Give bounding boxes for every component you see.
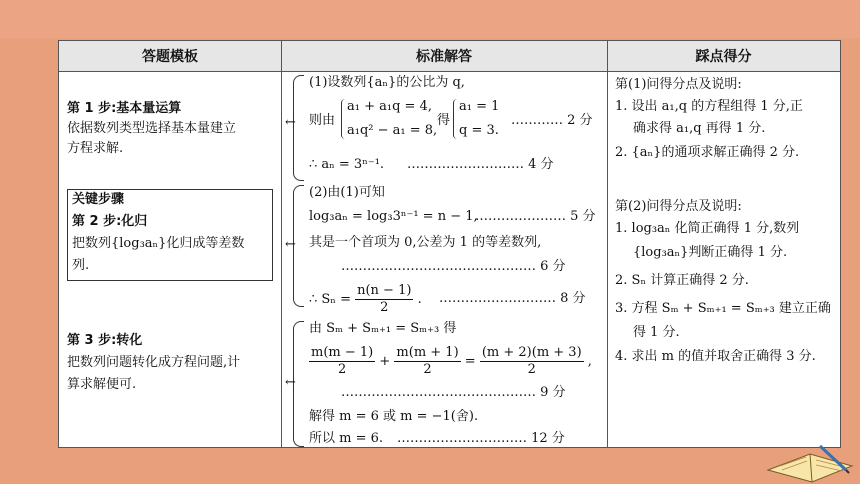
step2-desc: 列.	[72, 258, 90, 273]
fraction	[394, 345, 460, 378]
equation: a₁ + a₁q = 4,	[347, 99, 432, 114]
scoring-item: 1. log₃aₙ 化简正确得 1 分,数列	[615, 221, 800, 236]
book-pencil-decoration	[760, 440, 860, 484]
step1-title: 第 1 步:基本量运算	[67, 101, 182, 116]
slide-top-band	[0, 0, 860, 38]
column-divider	[281, 41, 282, 447]
scoring-item: 1. 设出 a₁,q 的方程组得 1 分,正	[615, 99, 803, 114]
solution-line: 得	[437, 113, 451, 128]
key-steps-title: 关键步骤	[72, 192, 125, 207]
solution-line: (1)设数列{aₙ}的公比为 q,	[309, 75, 465, 90]
scoring-item: 4. 求出 m 的值并取舍正确得 3 分.	[615, 349, 816, 364]
solution-line: ∴ aₙ = 3ⁿ⁻¹.	[309, 157, 385, 172]
solution-line: 所以 m = 6.	[309, 431, 384, 446]
scoring-item: 3. 方程 Sₘ + Sₘ₊₁ = Sₘ₊₃ 建立正确	[615, 301, 831, 316]
numerator: n(n − 1)	[357, 283, 412, 298]
scoring-item: {log₃aₙ}判断正确得 1 分.	[633, 245, 788, 260]
fraction	[480, 345, 584, 378]
solution-line: log₃aₙ = log₃3ⁿ⁻¹ = n − 1,	[309, 209, 478, 224]
arrow: ←	[285, 115, 296, 130]
header-scoring: 踩点得分	[607, 41, 840, 72]
arrow: ←	[285, 237, 296, 252]
step1-desc: 方程求解.	[67, 141, 124, 156]
step1-desc: 依据数列类型选择基本量建立	[67, 121, 237, 136]
equation: a₁q² − a₁ = 8,	[347, 123, 438, 138]
header-template: 答题模板	[59, 41, 281, 72]
fraction	[355, 283, 413, 316]
score-mark: ………… 2 分	[511, 113, 593, 128]
sn-label: ∴ Sₙ =	[309, 292, 351, 307]
equals-sign: =	[464, 354, 476, 369]
step2-desc: 把数列{log₃aₙ}化归成等差数	[72, 236, 245, 251]
plus-sign: +	[379, 354, 391, 369]
arrow: ←	[285, 375, 296, 390]
score-mark: ………………………… 12 分	[397, 431, 565, 446]
sub-brace	[453, 99, 458, 139]
scoring-item: 确求得 a₁,q 再得 1 分.	[633, 121, 766, 136]
numerator: m(m + 1)	[396, 345, 459, 360]
answer-table	[58, 40, 841, 448]
denominator: 2	[423, 362, 432, 377]
numerator: m(m − 1)	[311, 345, 374, 360]
scoring-item: 2. Sₙ 计算正确得 2 分.	[615, 273, 749, 288]
step3-title: 第 3 步:转化	[67, 333, 143, 348]
solution-line: 则由	[309, 113, 336, 128]
numerator: (m + 2)(m + 3)	[481, 345, 582, 360]
equation	[309, 345, 592, 378]
score-mark: ……………………………………… 6 分	[341, 259, 566, 274]
score-mark: ……………………… 4 分	[407, 157, 554, 172]
column-divider	[607, 41, 608, 447]
solution-line: 解得 m = 6 或 m = −1(舍).	[309, 409, 479, 424]
sub-brace	[341, 99, 346, 139]
comma: ,	[587, 354, 592, 369]
scoring-item: 得 1 分.	[633, 325, 680, 340]
solution-line: ∴ Sₙ = $\frac{n(n - 1)}{2}$ .	[309, 283, 422, 315]
score-mark: ……………………… 8 分	[439, 291, 586, 306]
header-solution: 标准解答	[281, 41, 607, 72]
score-mark: ………………… 5 分	[475, 209, 596, 224]
denominator: 2	[337, 362, 347, 377]
solution-line: 由 Sₘ + Sₘ₊₁ = Sₘ₊₃ 得	[309, 321, 457, 336]
step3-desc: 把数列问题转化成方程问题,计	[67, 355, 241, 370]
step3-desc: 算求解便可.	[67, 377, 137, 392]
scoring-item: 2. {aₙ}的通项求解正确得 2 分.	[615, 145, 800, 160]
equation: q = 3.	[459, 123, 499, 138]
solution-line: (2)由(1)可知	[309, 185, 385, 200]
score-mark: ……………………………………… 9 分	[341, 385, 566, 400]
step2-title: 第 2 步:化归	[72, 214, 148, 229]
key-steps-box	[67, 189, 273, 281]
solution-line: 其是一个首项为 0,公差为 1 的等差数列,	[309, 235, 542, 250]
scoring-title: 第(1)问得分点及说明:	[615, 77, 742, 92]
equation: a₁ = 1	[459, 99, 500, 114]
denominator: 2	[527, 362, 536, 377]
denominator: 2	[380, 300, 389, 315]
fraction	[309, 345, 375, 378]
scoring-title: 第(2)问得分点及说明:	[615, 199, 742, 214]
